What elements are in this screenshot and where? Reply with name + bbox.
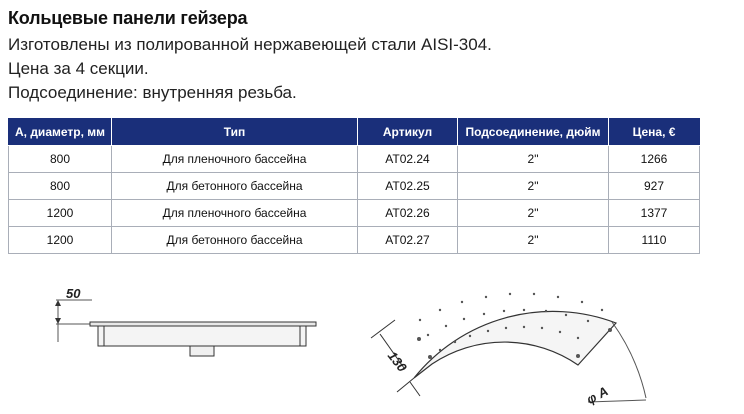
cell-price: 927 (609, 173, 700, 200)
width-dimension-label: 130 (384, 348, 410, 375)
side-profile-drawing (55, 300, 316, 356)
cell-price: 1266 (609, 146, 700, 173)
cell-connection: 2" (458, 200, 609, 227)
cell-price: 1110 (609, 227, 700, 254)
page-title: Кольцевые панели гейзера (8, 8, 248, 28)
table-row (9, 173, 700, 200)
column-header-diameter: A, диаметр, мм (9, 119, 112, 146)
cell-connection: 2" (458, 227, 609, 254)
cell-article: AT02.24 (358, 146, 458, 173)
description-line: Подсоединение: внутренняя резьба. (8, 83, 297, 102)
table-row (9, 227, 700, 254)
column-header-price: Цена, € (609, 119, 700, 146)
diameter-label: φ A (583, 383, 611, 407)
cell-type: Для бетонного бассейна (112, 227, 358, 254)
spec-table (8, 118, 700, 254)
column-header-article: Артикул (358, 119, 458, 146)
cell-article: AT02.25 (358, 173, 458, 200)
technical-drawings (0, 270, 744, 414)
cell-article: AT02.26 (358, 200, 458, 227)
ring-segment-drawing (371, 293, 646, 402)
cell-connection: 2" (458, 146, 609, 173)
table-row (9, 200, 700, 227)
column-header-connection: Подсоединение, дюйм (458, 119, 609, 146)
column-header-type: Тип (112, 119, 358, 146)
cell-type: Для пленочного бассейна (112, 200, 358, 227)
side-dimension-label: 50 (66, 286, 81, 301)
cell-price: 1377 (609, 200, 700, 227)
cell-type: Для пленочного бассейна (112, 146, 358, 173)
cell-connection: 2" (458, 173, 609, 200)
cell-diameter: 800 (9, 173, 112, 200)
cell-diameter: 1200 (9, 227, 112, 254)
cell-type: Для бетонного бассейна (112, 173, 358, 200)
table-header-row (9, 119, 700, 146)
description-line: Изготовлены из полированной нержавеющей стали AISI-304. (8, 35, 492, 54)
cell-diameter: 800 (9, 146, 112, 173)
cell-article: AT02.27 (358, 227, 458, 254)
table-row (9, 146, 700, 173)
cell-diameter: 1200 (9, 200, 112, 227)
description-line: Цена за 4 секции. (8, 59, 149, 78)
